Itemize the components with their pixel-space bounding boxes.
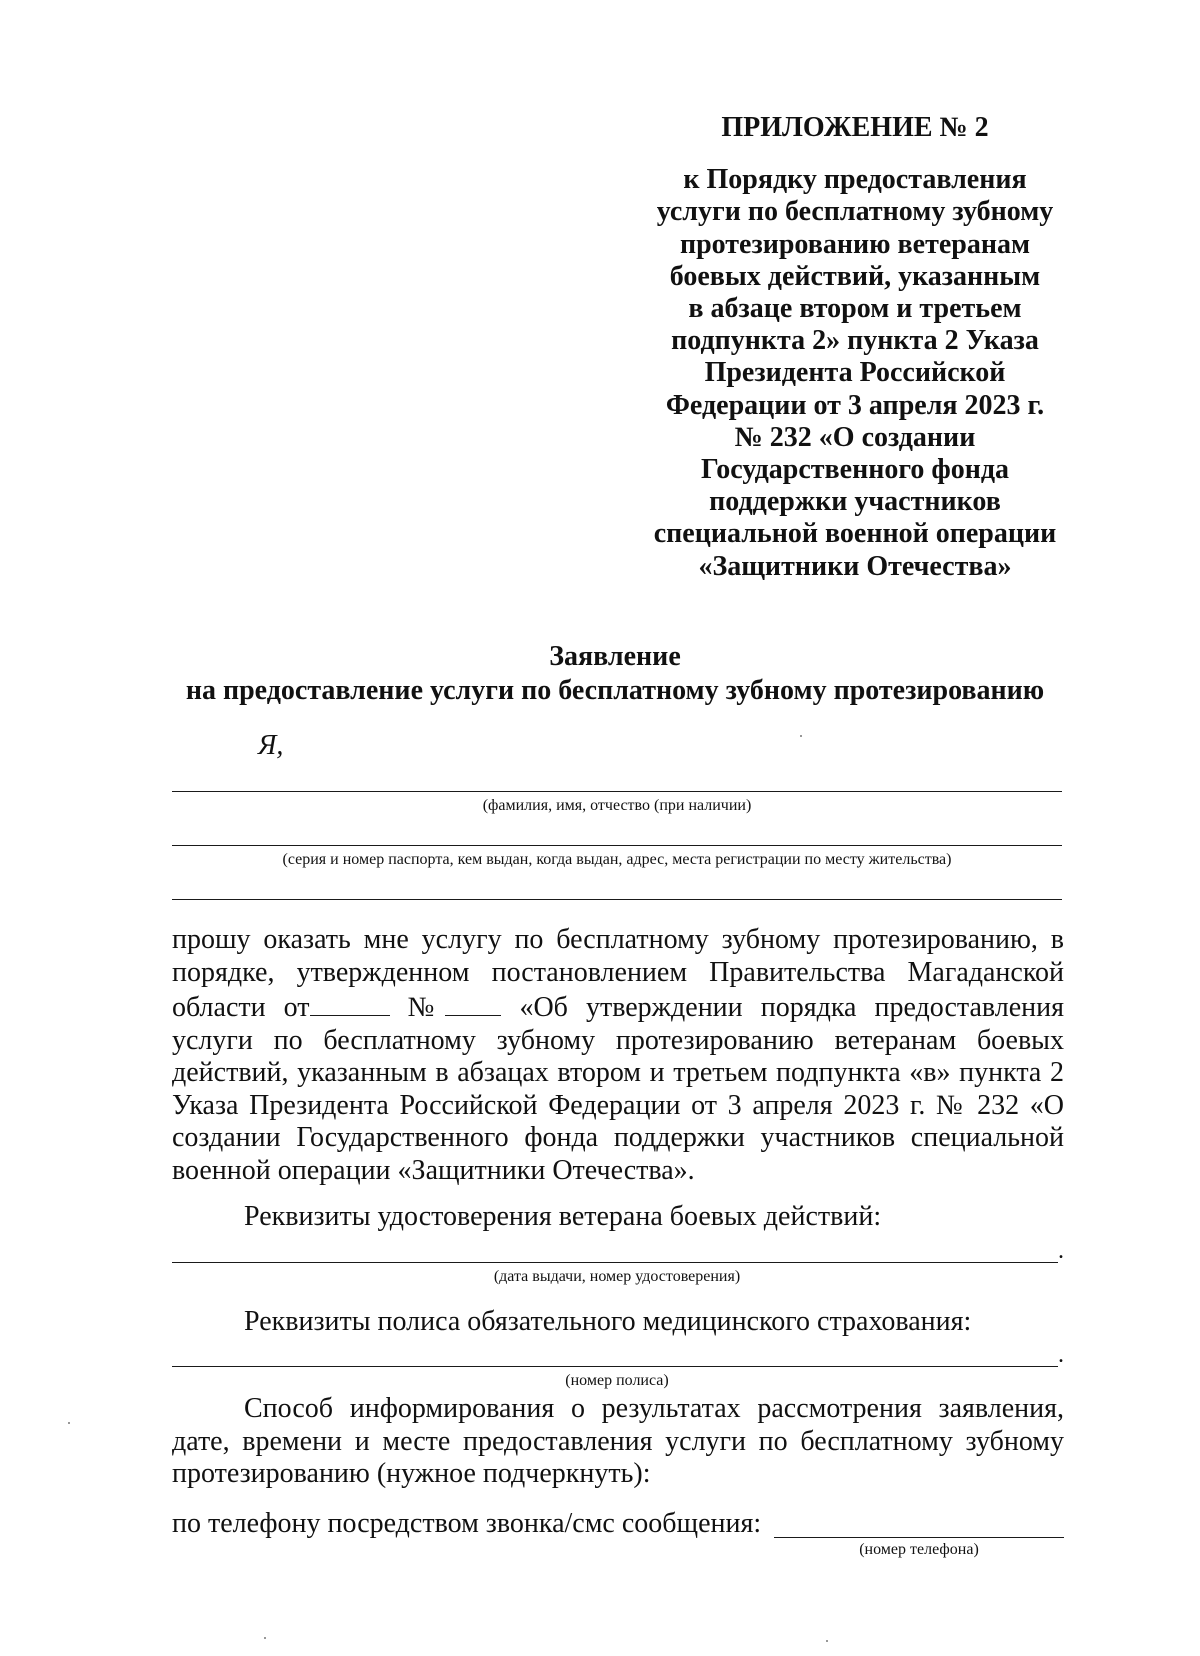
paragraph-line: услуги по бесплатному зубному протезированию ветеранам боевых — [172, 1024, 1064, 1056]
appendix-line: «Защитники Отечества» — [698, 550, 1012, 582]
scan-speck — [826, 1640, 828, 1642]
veteran-certificate-end-mark: . — [1058, 1238, 1064, 1264]
appendix-title: ПРИЛОЖЕНИЕ № 2 — [721, 112, 989, 143]
paragraph-fragment: области от — [172, 992, 310, 1023]
phone-label: по телефону посредством звонка/смс сообщения: — [172, 1508, 762, 1539]
paragraph-line: прошу оказать мне услугу по бесплатному зубному протезированию, в — [172, 924, 1064, 955]
fio-caption: (фамилия, имя, отчество (при наличии) — [482, 797, 752, 814]
phone-caption: (номер телефона) — [859, 1541, 979, 1558]
appendix-line: Федерации от 3 апреля 2023 г. — [665, 389, 1045, 421]
paragraph-line: действий, указанным в абзацах втором и третьем подпункта «в» пункта 2 — [172, 1057, 1064, 1088]
fio-field-line[interactable] — [172, 791, 1062, 792]
applicant-pronoun: Я, — [258, 730, 284, 761]
appendix-line: услуги по бесплатному зубному — [656, 196, 1054, 228]
policy-line[interactable] — [172, 1366, 1058, 1367]
paragraph-line: создании Государственного фонда поддержки участников специальной — [172, 1122, 1064, 1153]
appendix-line: поддержки участников — [709, 486, 1001, 518]
paragraph-fragment: «Об утверждении порядка предоставления — [519, 992, 1065, 1023]
appendix-line: подпункта 2» пункта 2 Указа — [671, 325, 1039, 357]
paragraph-line: дате, времени и месте предоставления услуги по бесплатному зубному — [172, 1425, 1064, 1457]
paragraph-line: Способ информирования о результатах рассмотрения заявления, — [244, 1393, 1064, 1424]
appendix-line: боевых действий, указанным — [669, 260, 1041, 292]
paragraph-line: порядке, утвержденном постановлением Правительства Магаданской — [172, 956, 1064, 988]
policy-caption: (номер полиса) — [565, 1372, 669, 1389]
resolution-number-blank[interactable] — [445, 989, 501, 1016]
passport-caption: (серия и номер паспорта, кем выдан, когда выдан, адрес, места регистрации по месту жительства) — [282, 851, 952, 868]
appendix-line: № 232 «О создании — [734, 421, 976, 453]
veteran-certificate-line[interactable] — [172, 1262, 1058, 1263]
statement-title: Заявление — [549, 641, 681, 672]
appendix-header — [640, 112, 1070, 583]
policy-label: Реквизиты полиса обязательного медицинского страхования: — [244, 1306, 972, 1337]
scan-speck — [800, 735, 802, 737]
paragraph-line: Указа Президента Российской Федерации от 3 апреля 2023 г. № 232 «О — [172, 1089, 1064, 1121]
appendix-line: специальной военной операции — [653, 518, 1057, 550]
paragraph-line-with-blanks — [172, 989, 1064, 1025]
veteran-certificate-label: Реквизиты удостоверения ветерана боевых действий: — [244, 1201, 882, 1232]
appendix-line: протезированию ветеранам — [679, 228, 1031, 260]
appendix-line: Президента Российской — [704, 357, 1006, 389]
paragraph-line: военной операции «Защитники Отечества». — [172, 1154, 695, 1186]
paragraph-fragment: № — [407, 992, 446, 1023]
appendix-line: в абзаце втором и третьем — [688, 293, 1022, 325]
statement-subtitle: на предоставление услуги по бесплатному зубному протезированию — [185, 675, 1045, 706]
inform-paragraph — [172, 1393, 1064, 1491]
request-paragraph — [172, 924, 1064, 1187]
paragraph-line: протезированию (нужное подчеркнуть): — [172, 1458, 651, 1489]
appendix-line: Государственного фонда — [700, 454, 1010, 486]
resolution-date-blank[interactable] — [310, 989, 390, 1016]
appendix-line: к Порядку предоставления — [683, 164, 1027, 196]
address-field-line[interactable] — [172, 899, 1062, 900]
veteran-certificate-caption: (дата выдачи, номер удостоверения) — [493, 1268, 741, 1285]
scan-speck — [264, 1637, 266, 1639]
passport-field-line[interactable] — [172, 845, 1062, 846]
phone-number-line[interactable] — [774, 1537, 1064, 1538]
policy-end-mark: . — [1058, 1342, 1064, 1368]
scan-speck — [68, 1422, 70, 1424]
